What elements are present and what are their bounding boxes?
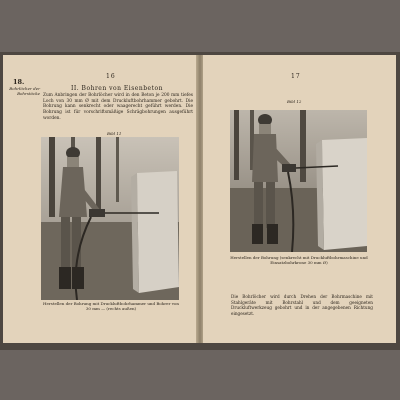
page-number: 16 [106, 73, 116, 80]
body-paragraph: Zum Anbringen der Bohrlöcher wird in den Beton je 200 mm tiefes Loch von 30 mm Ø mit dem Druckluftbohrhammer gebohrt. Die Bohrung kann senkrecht oder waagerecht geführt werden. Die Bohrung ist für vorschriftsmäßige Schrägbohrungen ausgeführt worden. [43, 93, 193, 121]
photo-illustration [230, 110, 367, 252]
body-paragraph: Die Bohrlöcher wird durch Drehen der Bohrmaschine mit Stahlgeräte mit Bohrstahl und dem geeigneten Druckluftwerkzeug gebohrt und in der angegebenen Richtung eingesetzt. [231, 294, 373, 316]
left-page [3, 55, 197, 343]
figure-caption: Herstellen der Bohrung mit Druckluftbohrhammer und Bohrer von 30 mm — (rechts außen) [43, 301, 179, 312]
figure-label: Bild 12 [287, 99, 302, 104]
right-page [203, 55, 396, 343]
photograph-soldier-drilling-horizontal [41, 137, 179, 300]
margin-text: Bohrlöcher der Bohrstöcke [9, 86, 40, 96]
margin-number: 18. [13, 78, 25, 86]
photo-illustration [41, 137, 179, 300]
page-number: 17 [291, 73, 301, 80]
section-title: II. Bohren von Eisenbeton [71, 85, 163, 92]
figure-caption: Herstellen der Bohrung (senkrecht mit Druckluftbohrmaschine und Einsatzbohrkrone 30 mm Ø) [230, 255, 368, 266]
figure-label: Bild 11 [107, 131, 122, 136]
photograph-soldier-drilling-vertical [230, 110, 367, 252]
